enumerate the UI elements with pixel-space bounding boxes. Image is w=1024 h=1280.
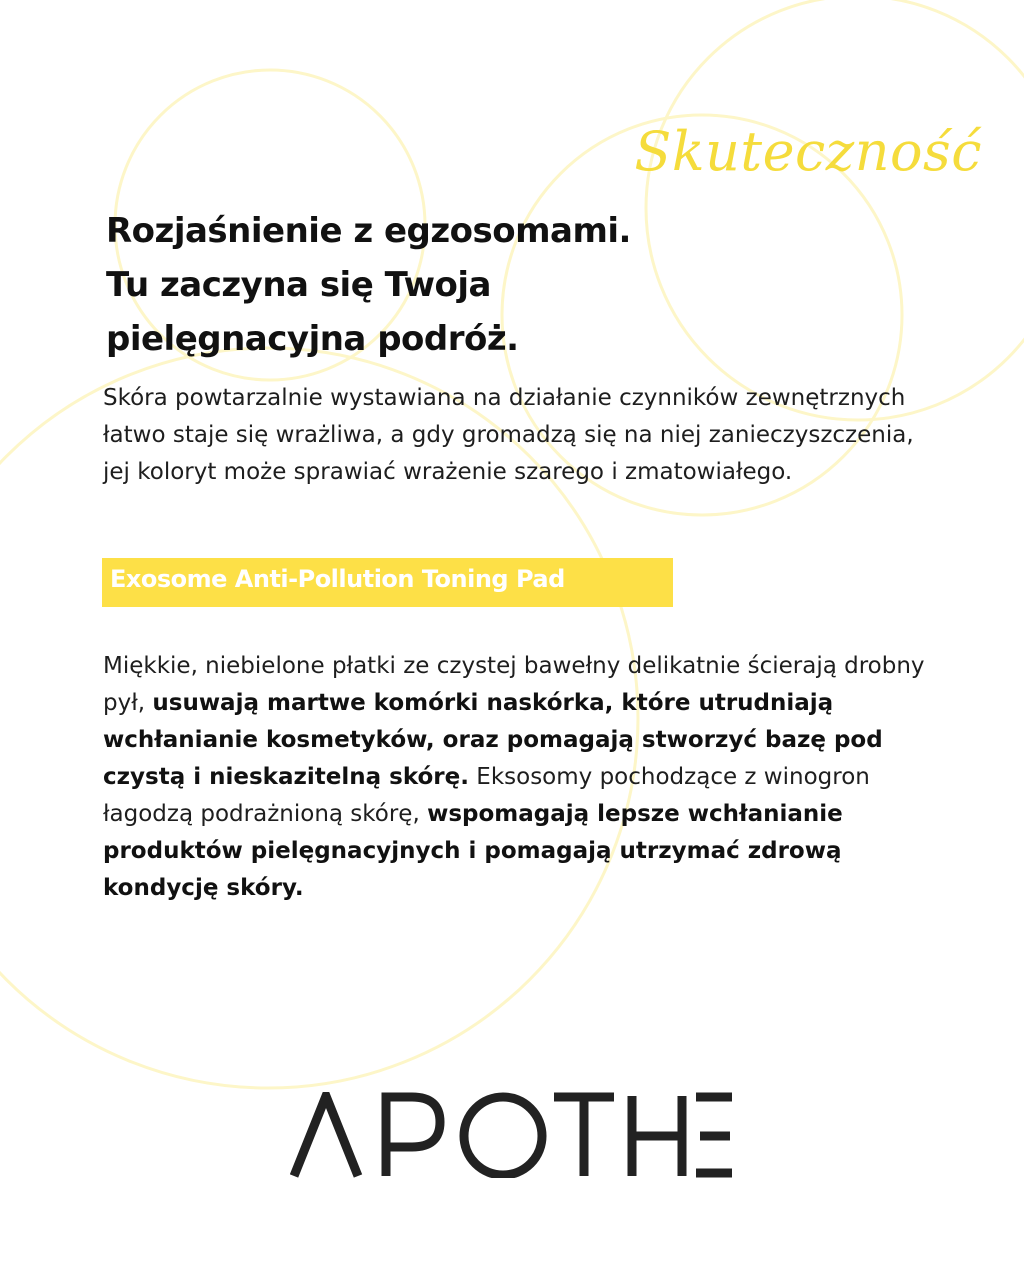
description-part-2: usuwają martwe komórki naskórka, które utrudniają wchłanianie kosmetyków, oraz pomagają stworzyć bazę pod czystą i nieskazitelną skórę. [103, 690, 883, 790]
section-eyebrow: Skuteczność [634, 120, 982, 183]
description-part-1: Miękkie, niebielone płatki ze czystej bawełny delikatnie ścierają drobny pył, [103, 653, 925, 716]
apothe-logo [290, 1092, 734, 1178]
headline [106, 204, 746, 366]
intro-paragraph: Skóra powtarzalnie wystawiana na działanie czynników zewnętrznych łatwo staje się wrażliwa, a gdy gromadzą się na niej zanieczyszczenia, jej koloryt może sprawiać wrażenie szarego i zmatowiałego. [103, 385, 914, 485]
description-part-4: wspomagają lepsze wchłanianie produktów pielęgnacyjnych i pomagają utrzymać zdrową kondycję skóry. [103, 801, 843, 901]
product-banner [102, 558, 673, 607]
description-part-3: Eksosomy pochodzące z winogron łagodzą podrażnioną skórę, [103, 764, 870, 827]
headline-line-3: pielęgnacyjna podróż. [106, 319, 519, 359]
headline-line-1: Rozjaśnienie z egzosomami. [106, 211, 631, 251]
product-description [103, 648, 933, 907]
product-name: Exosome Anti-Pollution Toning Pad [110, 565, 565, 593]
headline-line-2: Tu zaczyna się Twoja [106, 265, 491, 305]
